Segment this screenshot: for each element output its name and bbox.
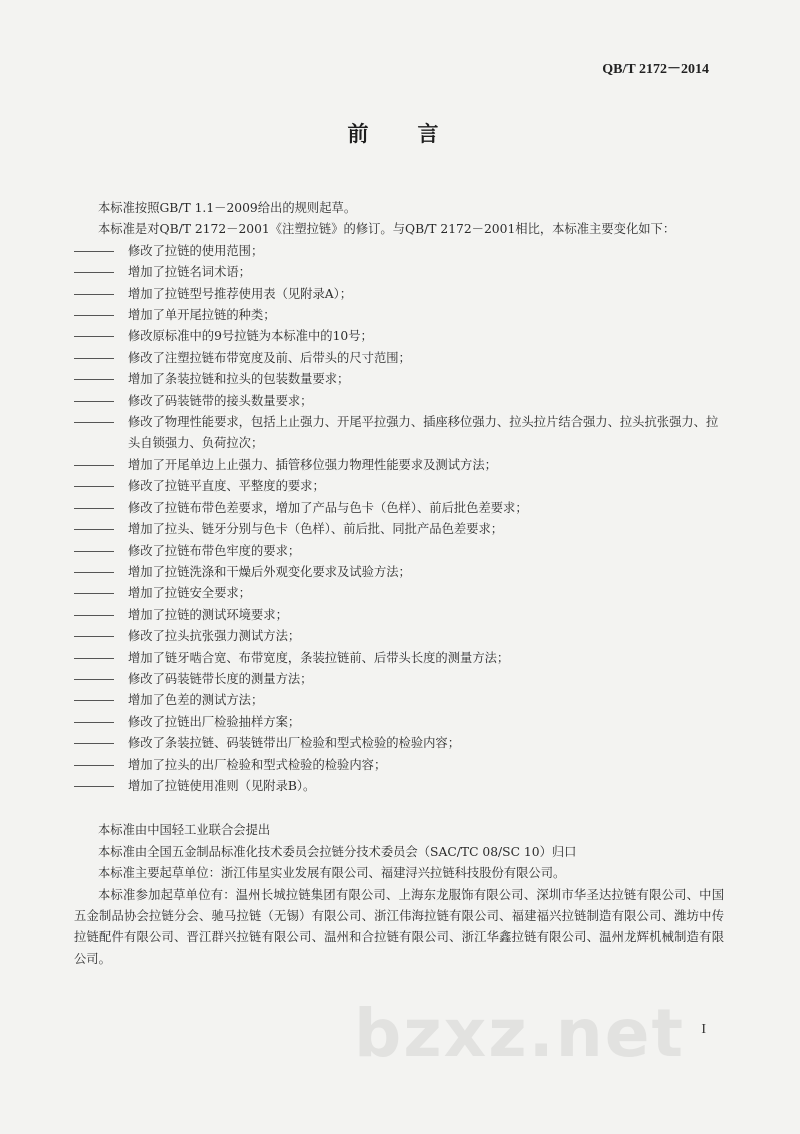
dash-marker — [74, 733, 128, 754]
closing-paragraph: 本标准由全国五金制品标准化技术委员会拉链分技术委员会（SAC/TC 08/SC 10）归口 — [98, 844, 577, 859]
list-item: 修改了注塑拉链布带宽度及前、后带头的尺寸范围； — [74, 348, 724, 369]
closing-paragraph: 本标准参加起草单位有：温州长城拉链集团有限公司、上海东龙服饰有限公司、深圳市华圣达拉链有限公司、中国五金制品协会拉链分会、驰马拉链（无锡）有限公司、浙江伟海拉链有限公司、福建福兴拉链制造有限公司、潍坊中传拉链配件有限公司、晋江群兴拉链有限公司、温州和合拉链有限公司、浙江华鑫拉链有限公司、温州龙辉机械制造有限公司。 — [74, 887, 724, 966]
dash-marker — [74, 541, 128, 562]
dash-marker — [74, 776, 128, 797]
list-item: 修改了码装链带的接头数量要求； — [74, 391, 724, 412]
list-item: 增加了拉链洗涤和干燥后外观变化要求及试验方法； — [74, 562, 724, 583]
list-item: 增加了拉头、链牙分别与色卡（色样）、前后批、同批产品色差要求； — [74, 519, 724, 540]
dash-marker — [74, 391, 128, 412]
changes-list — [74, 241, 724, 798]
list-item: 增加了单开尾拉链的种类； — [74, 305, 724, 326]
closing-paragraph: 本标准由中国轻工业联合会提出 — [98, 823, 271, 838]
list-item: 增加了链牙啮合宽、布带宽度，条装拉链前、后带头长度的测量方法； — [74, 648, 724, 669]
intro-paragraph: 本标准是对QB/T 2172－2001《注塑拉链》的修订。与QB/T 2172－2001相比，本标准主要变化如下： — [98, 222, 676, 237]
page-number: I — [701, 1022, 706, 1037]
list-item: 修改了码装链带长度的测量方法； — [74, 669, 724, 690]
dash-marker — [74, 498, 128, 519]
dash-marker — [74, 476, 128, 497]
list-item: 增加了拉链名词术语； — [74, 262, 724, 283]
dash-marker — [74, 284, 128, 305]
list-item: 修改了拉头抗张强力测试方法； — [74, 626, 724, 647]
dash-marker — [74, 562, 128, 583]
list-item: 修改了条装拉链、码装链带出厂检验和型式检验的检验内容； — [74, 733, 724, 754]
dash-marker — [74, 690, 128, 711]
dash-marker — [74, 669, 128, 690]
intro-paragraph: 本标准按照GB/T 1.1－2009给出的规则起草。 — [98, 201, 357, 215]
dash-marker — [74, 326, 128, 347]
dash-marker — [74, 648, 128, 669]
list-item: 修改了拉链布带色牢度的要求； — [74, 541, 724, 562]
dash-marker — [74, 262, 128, 283]
dash-marker — [74, 305, 128, 326]
list-item: 修改了拉链平直度、平整度的要求； — [74, 476, 724, 497]
list-item: 修改了物理性能要求，包括上止强力、开尾平拉强力、插座移位强力、拉头拉片结合强力、拉头抗张强力、拉头自锁强力、负荷拉次； — [74, 412, 724, 455]
list-item: 增加了条装拉链和拉头的包装数量要求； — [74, 369, 724, 390]
standard-code: QB/T 2172－2014 — [602, 62, 709, 77]
dash-marker — [74, 348, 128, 369]
dash-marker — [74, 755, 128, 776]
list-item: 修改了拉链的使用范围； — [74, 241, 724, 262]
page-title: 前 言 — [347, 121, 453, 146]
dash-marker — [74, 519, 128, 540]
dash-marker — [74, 626, 128, 647]
list-item: 修改原标准中的9号拉链为本标准中的10号； — [74, 326, 724, 347]
list-item: 增加了拉链型号推荐使用表（见附录A）； — [74, 284, 724, 305]
closing-paragraph: 本标准主要起草单位：浙江伟星实业发展有限公司、福建浔兴拉链科技股份有限公司。 — [98, 866, 566, 881]
list-item: 增加了拉头的出厂检验和型式检验的检验内容； — [74, 755, 724, 776]
dash-marker — [74, 412, 128, 455]
dash-marker — [74, 241, 128, 262]
list-item: 增加了拉链的测试环境要求； — [74, 605, 724, 626]
dash-marker — [74, 605, 128, 626]
dash-marker — [74, 369, 128, 390]
dash-marker — [74, 583, 128, 604]
list-item: 增加了色差的测试方法； — [74, 690, 724, 711]
dash-marker — [74, 712, 128, 733]
list-item: 修改了拉链布带色差要求，增加了产品与色卡（色样）、前后批色差要求； — [74, 498, 724, 519]
list-item: 增加了开尾单边上止强力、插管移位强力物理性能要求及测试方法； — [74, 455, 724, 476]
list-item: 增加了拉链使用准则（见附录B）。 — [74, 776, 724, 797]
watermark-text: bzxz.net — [354, 995, 686, 1072]
dash-marker — [74, 455, 128, 476]
list-item: 增加了拉链安全要求； — [74, 583, 724, 604]
list-item: 修改了拉链出厂检验抽样方案； — [74, 712, 724, 733]
body-text — [74, 198, 724, 970]
